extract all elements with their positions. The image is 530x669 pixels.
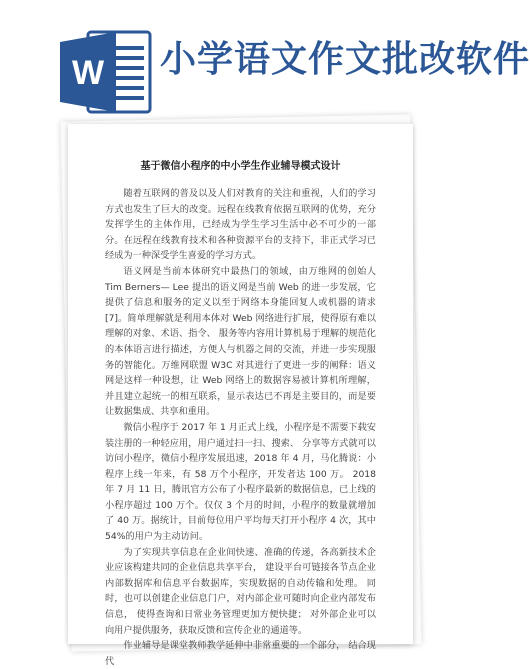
banner-title: 小学语文作文批改软件 — [160, 39, 530, 80]
paragraph: 作业辅导是课堂教师教学延伸中非常重要的一个部分， 结合现代 — [105, 640, 376, 667]
word-logo-letter: W — [71, 54, 105, 92]
paragraph: 为了实现共享信息在企业间快速、准确的传递，各高新技术企业应该构建共同的企业信息共享平台， 建设平台可链接各节点企业内部数据库和信息平台数据库，实现数据的自动传输和处理。 同时，也可以创建企业信息门户，对内部企业可随时向企业内部发布信息， 使得查询和日常业务管理更加方便快捷； 对外部企业可以向用户提供服务，获取反馈和宣传企业的通道等。 — [105, 546, 376, 636]
paragraph: 微信小程序于 2017 年 1 月正式上线，小程序是不需要下载安装注册的一种轻应用，用户通过扫一扫、搜索、 分享等方式就可以访问小程序，微信小程序发展迅速，2018 年 4 月，马化腾说：小程序上线一年来，有 58 万个小程序，开发者达 100 万。 2018 年 7 月 11 日，腾讯官方公布了小程序最新的数据信息，已上线的小程序超过 100 万个。仅仅 3 个月的时间，小程序的数量就增加了 40 万。据统计，目前每位用户平均每天打开小程序 4 次，其中 54%的用户为主动访问。 — [105, 421, 376, 543]
document-title: 基于微信小程序的中小学生作业辅导模式设计 — [140, 161, 341, 172]
paragraph: 随着互联网的普及以及人们对教育的关注和重视，人们的学习方式也发生了巨大的改变。远程在线教育依据互联网的优势，充分发挥学生的主体作用，已经成为学生学习生活中必不可少的一部分。在远程在线教育技术和各种资源平台的支持下，非正式学习已经成为一种深受学生喜爱的学习方式。 — [105, 188, 376, 262]
paragraph: 语义网是当前本体研究中最热门的领域，由万维网的创始人 Tim Berners— Lee 提出的语义网是当前 Web 的进一步发展，它提供了信息和服务的定义以至于网络本身能回复人或机器的请求[7]。简单理解就是利用本体对 Web 网络进行扩展，使得原有难以理解的对象、术语、指令、 服务等内容用计算机易于理解的规范化的本体语言进行描述，方便人与机器之间的交流，并进一步实现服务的智能化。万维网联盟 W3C 对其进行了更进一步的阐释：语义网是这样一种设想，让 Web 网络上的数据容易被计算机所理解，并且建立起统一的相互联系，显示表达已不再是主要目的，而是要让数据集成、共享和重用。 — [105, 265, 376, 418]
document-page — [68, 124, 413, 667]
word-document-icon — [58, 26, 154, 118]
